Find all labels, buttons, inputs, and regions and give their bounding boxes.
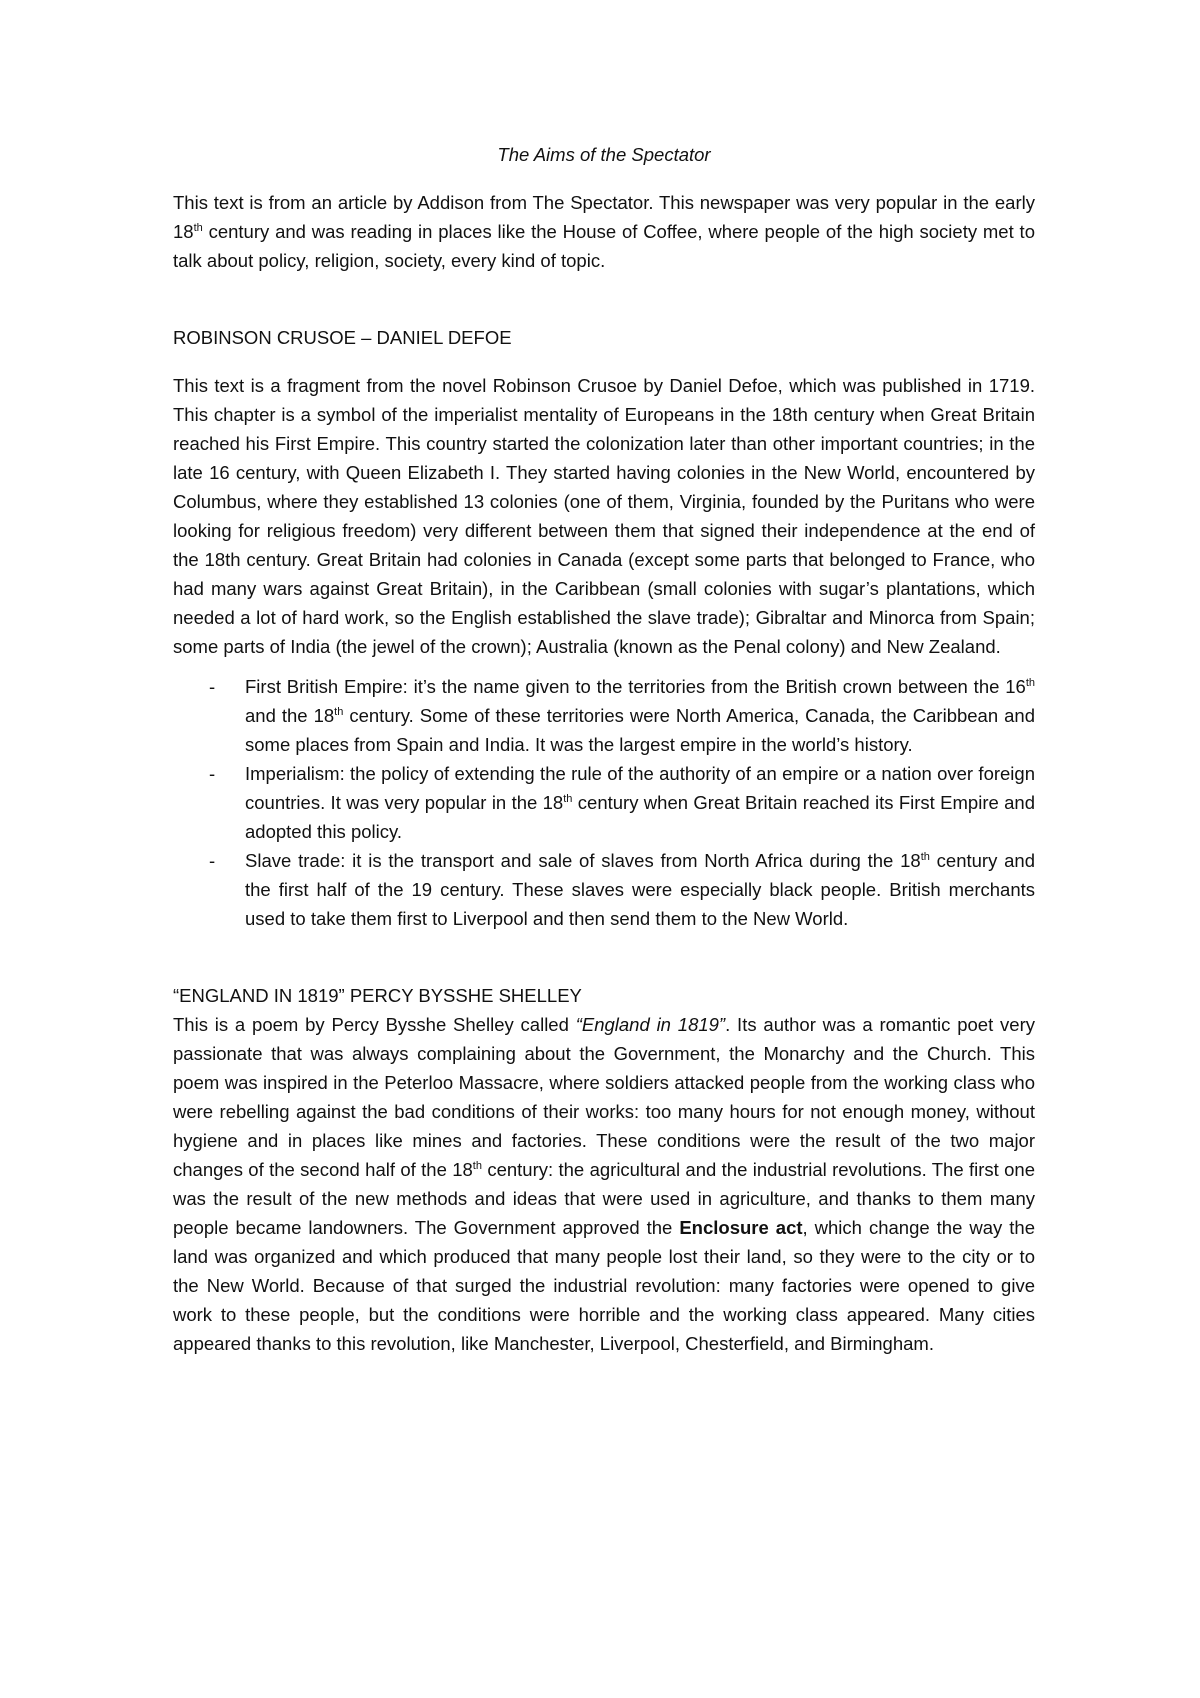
shelley-text-2: . Its author was a romantic poet very passionate that was always complaining about the Government, the Monarchy and the Church. This poem was inspired in the Peterloo Massacre, where soldiers attacked people from the working class who were rebelling against the bad conditions of their works: too many hours for not enough money, without hygiene and in places like mines and factories. These conditions were the result of the two major changes of the second half of the 18 [173, 1014, 1035, 1180]
bullet-text: Slave trade: it is the transport and sale of slaves from North Africa during the 18 [245, 850, 921, 871]
spacer [173, 275, 1035, 323]
intro-text-1: This text is from an article by Addison from The Spectator. This newspaper was very popular in the early 18 [173, 192, 1035, 242]
robinson-bullet-list [173, 672, 1035, 933]
shelley-paragraph [173, 1010, 1035, 1358]
bullet-text: First British Empire: it’s the name given to the territories from the British crown between the 16 [245, 676, 1026, 697]
bullet-item-first-british-empire [209, 672, 1035, 759]
spacer [173, 352, 1035, 371]
spacer [173, 933, 1035, 981]
bullet-item-imperialism [209, 759, 1035, 846]
bullet-dash: - [209, 763, 216, 784]
enclosure-act-term: Enclosure act [679, 1217, 803, 1238]
intro-paragraph [173, 188, 1035, 275]
intro-text-2: century and was reading in places like the House of Coffee, where people of the high society met to talk about policy, religion, society, every kind of topic. [173, 221, 1035, 271]
robinson-heading: ROBINSON CRUSOE – DANIEL DEFOE [173, 327, 512, 348]
bullet-dash: - [209, 676, 216, 697]
bullet-text: century and the first half of the 19 century. These slaves were especially black people. British merchants used to take them first to Liverpool and then send them to the New World. [245, 850, 1035, 929]
bullet-text: Imperialism: the policy of extending the rule of the authority of an empire or a nation over foreign countries. It was very popular in the 18 [245, 763, 1035, 813]
bullet-text: and the 18 [245, 705, 335, 726]
document-body [173, 140, 1035, 1358]
bullet-text: century when Great Britain reached its First Empire and adopted this policy. [245, 792, 1035, 842]
bullet-superscript: th [920, 850, 930, 863]
shelley-text-4: , which change the way the land was organized and which produced that many people lost their land, so they were to the city or to the New World. Because of that surged the industrial revolution: many factories were opened to give work to these people, but the conditions were horrible and the working class appeared. Many cities appeared thanks to this revolution, like Manchester, Liverpool, Chesterfield, and Birmingham. [173, 1217, 1035, 1354]
title-text: The Aims of the Spectator [497, 144, 711, 165]
robinson-paragraph: This text is a fragment from the novel Robinson Crusoe by Daniel Defoe, which was published in 1719. This chapter is a symbol of the imperialist mentality of Europeans in the 18th century when Great Britain reached his First Empire. This country started the colonization later than other important countries; in the late 16 century, with Queen Elizabeth I. They started having colonies in the New World, encountered by Columbus, where they established 13 colonies (one of them, Virginia, founded by the Puritans who were looking for religious freedom) very different between them that signed their independence at the end of the 18th century. Great Britain had colonies in Canada (except some parts that belonged to France, who had many wars against Great Britain), in the Caribbean (small colonies with sugar’s plantations, which needed a lot of hard work, so the English established the slave trade); Gibraltar and Minorca from Spain; some parts of India (the jewel of the crown); Australia (known as the Penal colony) and New Zealand. [173, 375, 1035, 657]
document-title [173, 140, 1035, 169]
intro-superscript: th [193, 221, 203, 234]
shelley-text-1: This is a poem by Percy Bysshe Shelley called [173, 1014, 576, 1035]
bullet-text: century. Some of these territories were North America, Canada, the Caribbean and some places from Spain and India. It was the largest empire in the world’s history. [245, 705, 1035, 755]
bullet-item-slave-trade [209, 846, 1035, 933]
bullet-superscript: th [1025, 676, 1035, 689]
poem-title: “England in 1819” [575, 1014, 726, 1035]
bullet-superscript: th [334, 705, 344, 718]
bullet-dash: - [209, 850, 216, 871]
shelley-superscript: th [472, 1159, 482, 1172]
bullet-superscript: th [563, 792, 573, 805]
shelley-text-3: century: the agricultural and the industrial revolutions. The first one was the result of the new methods and ideas that were used in agriculture, and thanks to them many people became landowners. The Government approved the [173, 1159, 1035, 1238]
shelley-heading: “ENGLAND IN 1819” PERCY BYSSHE SHELLEY [173, 985, 582, 1006]
